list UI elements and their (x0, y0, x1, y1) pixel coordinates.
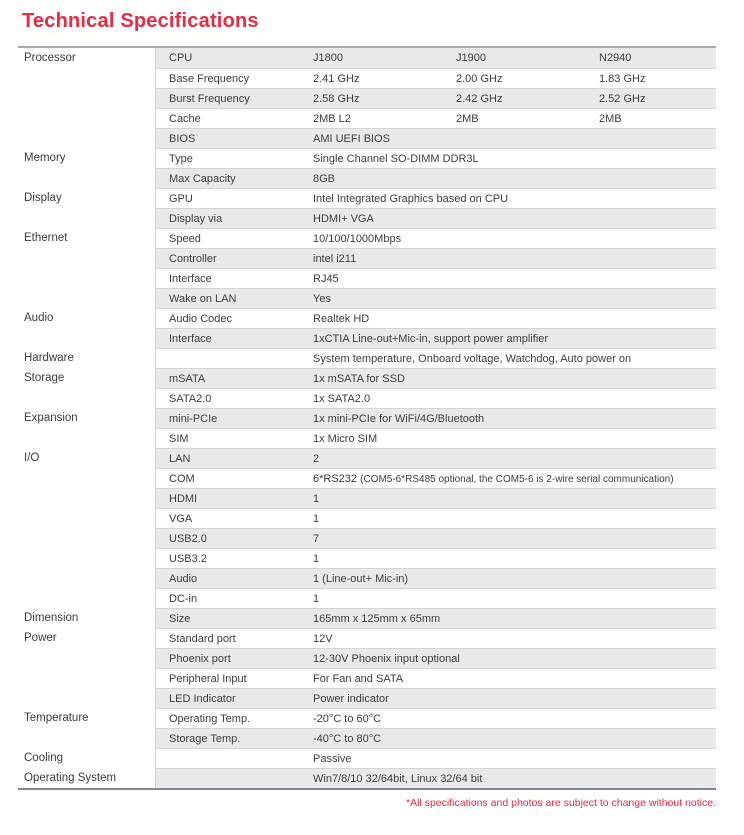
item-cell: Audio Codec (155, 308, 312, 328)
category-cell (18, 648, 155, 668)
value-cell (312, 228, 716, 248)
item-cell (155, 748, 312, 768)
category-cell (18, 728, 155, 748)
category-cell: Ethernet (18, 228, 155, 248)
value-cell: 2.00 GHz (455, 68, 598, 88)
value-text: 7 (313, 533, 320, 545)
table-row (18, 288, 716, 308)
value-text: 2 (313, 453, 320, 465)
table-row (18, 128, 716, 148)
value-text: 1 (313, 493, 320, 505)
table-row (18, 448, 716, 468)
table-row (18, 548, 716, 568)
category-cell: Processor (18, 48, 155, 68)
value-text: 8GB (313, 173, 336, 185)
value-text: 1 (313, 593, 320, 605)
item-cell: VGA (155, 508, 312, 528)
value-cell (312, 568, 716, 588)
category-cell (18, 588, 155, 608)
category-cell: I/O (18, 448, 155, 468)
value-text: Realtek HD (313, 313, 370, 325)
value-text: 165mm x 125mm x 65mm (313, 613, 441, 625)
value-cell (312, 648, 716, 668)
value-text: RJ45 (313, 273, 339, 285)
category-cell: Temperature (18, 708, 155, 728)
item-cell: Interface (155, 328, 312, 348)
value-text: 12V (313, 633, 333, 645)
item-cell: DC-in (155, 588, 312, 608)
value-text: -40°C to 80°C (313, 733, 382, 745)
item-cell: SIM (155, 428, 312, 448)
value-text: Passive (313, 753, 352, 765)
item-cell: Size (155, 608, 312, 628)
category-cell: Dimension (18, 608, 155, 628)
item-cell: Audio (155, 568, 312, 588)
table-row (18, 328, 716, 348)
category-cell (18, 668, 155, 688)
table-row (18, 48, 716, 68)
value-cell: 1.83 GHz (598, 68, 716, 88)
category-cell (18, 508, 155, 528)
value-text: intel i211 (313, 253, 357, 265)
category-cell: Hardware (18, 348, 155, 368)
table-row (18, 488, 716, 508)
value-text: 1 (Line-out+ Mic-in) (313, 573, 409, 585)
table-row (18, 168, 716, 188)
value-cell (312, 168, 716, 188)
value-cell (312, 428, 716, 448)
table-row (18, 708, 716, 728)
item-cell: SATA2.0 (155, 388, 312, 408)
item-cell: Wake on LAN (155, 288, 312, 308)
category-cell (18, 688, 155, 708)
table-row (18, 148, 716, 168)
item-cell (155, 348, 312, 368)
table-row (18, 688, 716, 708)
category-cell (18, 68, 155, 88)
category-cell (18, 548, 155, 568)
category-cell: Expansion (18, 408, 155, 428)
value-text: 12-30V Phoenix input optional (313, 653, 460, 665)
item-cell: HDMI (155, 488, 312, 508)
category-cell: Power (18, 628, 155, 648)
value-cell: J1900 (455, 48, 598, 68)
value-text: -20°C to 60°C (313, 713, 382, 725)
value-text: 1xCTIA Line-out+Mic-in, support power amplifier (313, 333, 549, 345)
table-row (18, 208, 716, 228)
item-cell: Cache (155, 108, 312, 128)
value-text: 1x mini-PCIe for WiFi/4G/Bluetooth (313, 413, 485, 425)
table-row (18, 628, 716, 648)
item-cell: Operating Temp. (155, 708, 312, 728)
value-cell (312, 508, 716, 528)
table-row (18, 248, 716, 268)
table-row (18, 668, 716, 688)
category-cell (18, 568, 155, 588)
value-cell (312, 328, 716, 348)
value-cell: 2MB (455, 108, 598, 128)
table-row (18, 308, 716, 328)
value-cell (312, 468, 716, 488)
table-row (18, 88, 716, 108)
value-text: 6*RS232 (313, 473, 358, 485)
item-cell: Burst Frequency (155, 88, 312, 108)
spec-table (18, 46, 716, 790)
page-title: Technical Specifications (22, 10, 259, 32)
table-row (18, 508, 716, 528)
table-row (18, 748, 716, 768)
category-cell (18, 248, 155, 268)
spec-table-body (18, 48, 716, 788)
value-text: AMI UEFI BIOS (313, 133, 391, 145)
value-cell (312, 348, 716, 368)
category-cell (18, 288, 155, 308)
value-cell (312, 688, 716, 708)
item-cell: Phoenix port (155, 648, 312, 668)
item-cell: USB3.2 (155, 548, 312, 568)
value-cell (312, 308, 716, 328)
table-row (18, 768, 716, 788)
category-cell (18, 108, 155, 128)
value-cell (312, 148, 716, 168)
value-cell (312, 628, 716, 648)
item-cell: Base Frequency (155, 68, 312, 88)
value-text: 1x Micro SIM (313, 433, 378, 445)
value-cell (312, 188, 716, 208)
value-cell: N2940 (598, 48, 716, 68)
value-cell (312, 728, 716, 748)
item-cell: Speed (155, 228, 312, 248)
table-row (18, 348, 716, 368)
category-cell (18, 468, 155, 488)
item-cell: mini-PCIe (155, 408, 312, 428)
table-row (18, 528, 716, 548)
category-cell (18, 528, 155, 548)
footnote: *All specifications and photos are subject to change without notice. (406, 797, 716, 809)
item-cell: LAN (155, 448, 312, 468)
value-text: Yes (313, 293, 331, 305)
item-cell: CPU (155, 48, 312, 68)
value-cell (312, 708, 716, 728)
category-cell (18, 88, 155, 108)
value-cell: J1800 (312, 48, 455, 68)
table-row (18, 588, 716, 608)
value-text: For Fan and SATA (313, 673, 404, 685)
value-cell (312, 608, 716, 628)
table-row (18, 468, 716, 488)
category-cell (18, 168, 155, 188)
table-row (18, 188, 716, 208)
value-text: Single Channel SO-DIMM DDR3L (313, 153, 479, 165)
item-cell: Standard port (155, 628, 312, 648)
category-cell (18, 388, 155, 408)
item-cell: Display via (155, 208, 312, 228)
item-cell: USB2.0 (155, 528, 312, 548)
value-cell (312, 288, 716, 308)
value-cell: 2.41 GHz (312, 68, 455, 88)
value-text: 1x SATA2.0 (313, 393, 371, 405)
value-text: Win7/8/10 32/64bit, Linux 32/64 bit (313, 773, 483, 785)
value-cell (312, 128, 716, 148)
table-row (18, 68, 716, 88)
table-row (18, 648, 716, 668)
value-cell (312, 208, 716, 228)
value-cell: 2.42 GHz (455, 88, 598, 108)
value-cell (312, 668, 716, 688)
value-cell (312, 768, 716, 788)
category-cell: Operating System (18, 768, 155, 788)
value-text: 1 (313, 553, 320, 565)
table-row (18, 428, 716, 448)
item-cell: Storage Temp. (155, 728, 312, 748)
value-text: Intel Integrated Graphics based on CPU (313, 193, 509, 205)
value-cell (312, 748, 716, 768)
category-cell: Audio (18, 308, 155, 328)
category-cell (18, 428, 155, 448)
value-cell: 2MB L2 (312, 108, 455, 128)
value-cell (312, 548, 716, 568)
value-text: 1 (313, 513, 320, 525)
category-cell: Memory (18, 148, 155, 168)
value-text: 1x mSATA for SSD (313, 373, 405, 385)
category-cell (18, 128, 155, 148)
value-cell: 2.52 GHz (598, 88, 716, 108)
table-row (18, 408, 716, 428)
value-cell (312, 388, 716, 408)
table-row (18, 728, 716, 748)
item-cell (155, 768, 312, 788)
value-text: 10/100/1000Mbps (313, 233, 402, 245)
category-cell (18, 328, 155, 348)
table-row (18, 608, 716, 628)
value-cell (312, 448, 716, 468)
item-cell: LED Indicator (155, 688, 312, 708)
value-cell (312, 528, 716, 548)
table-row (18, 388, 716, 408)
item-cell: Max Capacity (155, 168, 312, 188)
category-cell (18, 488, 155, 508)
table-row (18, 228, 716, 248)
table-row (18, 268, 716, 288)
value-text: HDMI+ VGA (313, 213, 374, 225)
value-cell: 2MB (598, 108, 716, 128)
value-cell (312, 588, 716, 608)
item-cell: GPU (155, 188, 312, 208)
item-cell: Controller (155, 248, 312, 268)
item-cell: COM (155, 468, 312, 488)
category-cell: Storage (18, 368, 155, 388)
item-cell: Type (155, 148, 312, 168)
table-row (18, 568, 716, 588)
item-cell: Peripheral Input (155, 668, 312, 688)
category-cell: Cooling (18, 748, 155, 768)
value-cell (312, 248, 716, 268)
table-row (18, 368, 716, 388)
value-cell (312, 268, 716, 288)
value-cell: 2.58 GHz (312, 88, 455, 108)
value-text: System temperature, Onboard voltage, Watchdog, Auto power on (313, 353, 632, 365)
value-note: (COM5-6*RS485 optional, the COM5-6 is 2-wire serial communication) (360, 474, 674, 485)
item-cell: BIOS (155, 128, 312, 148)
value-cell (312, 368, 716, 388)
value-cell (312, 408, 716, 428)
value-text: Power indicator (313, 693, 389, 705)
category-cell (18, 208, 155, 228)
item-cell: mSATA (155, 368, 312, 388)
item-cell: Interface (155, 268, 312, 288)
table-row (18, 108, 716, 128)
category-cell (18, 268, 155, 288)
value-cell (312, 488, 716, 508)
category-cell: Display (18, 188, 155, 208)
